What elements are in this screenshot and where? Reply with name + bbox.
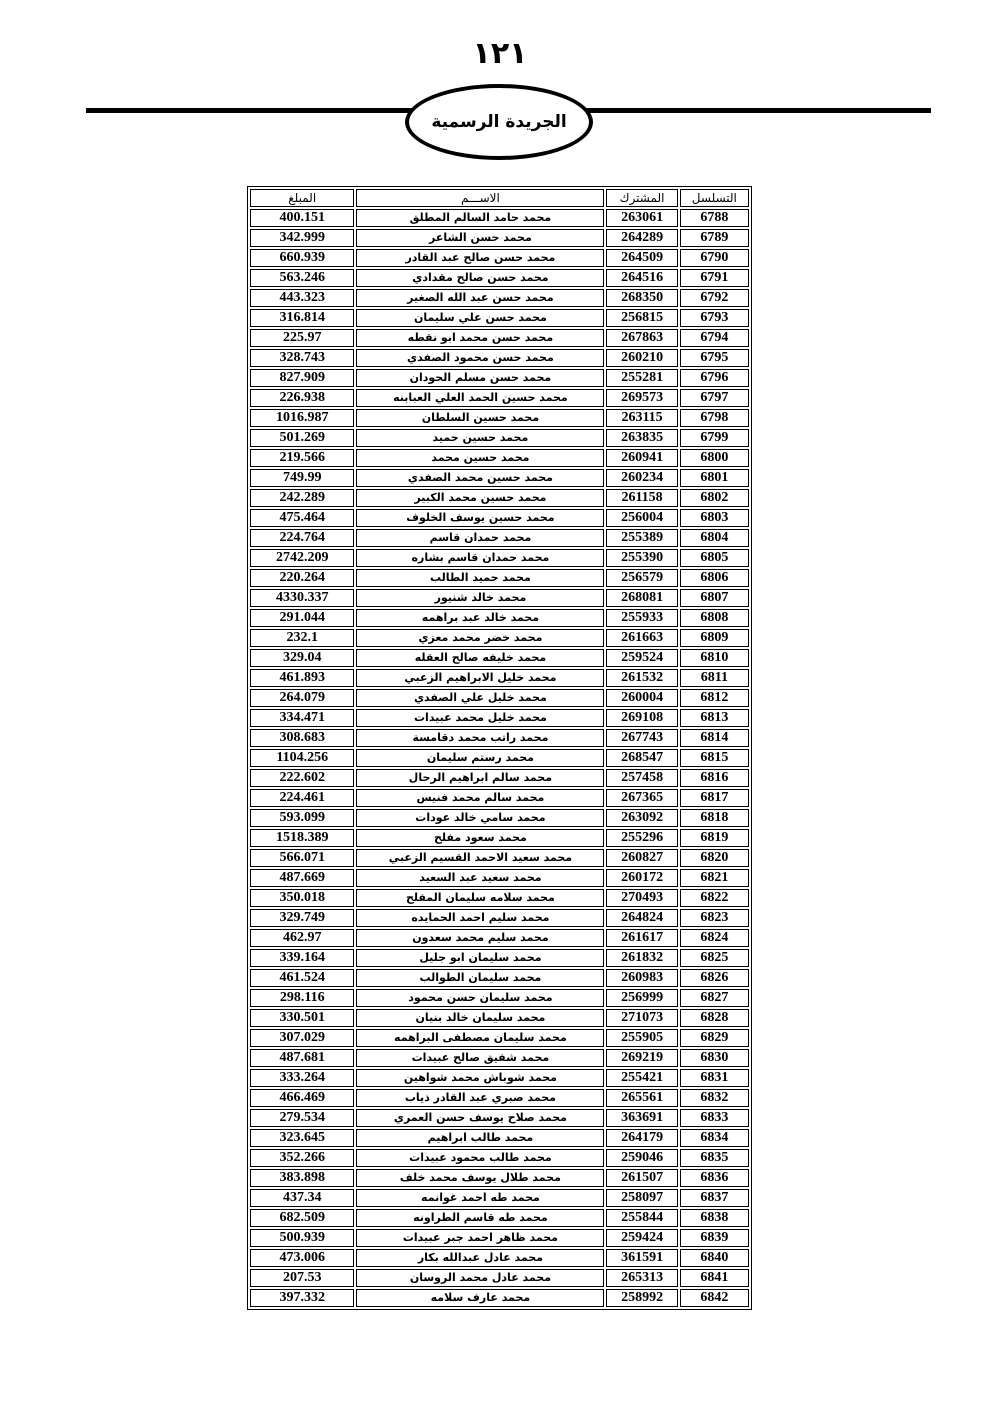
table-row (250, 849, 749, 867)
name-cell: محمد طالب محمود عبيدات (356, 1149, 604, 1167)
amount-cell: 383.898 (250, 1169, 354, 1187)
amount-cell: 291.044 (250, 609, 354, 627)
subscriber-cell: 265313 (606, 1269, 677, 1287)
amount-cell: 225.97 (250, 329, 354, 347)
name-cell: محمد راتب محمد دقامسة (356, 729, 604, 747)
subscriber-cell: 264516 (606, 269, 677, 287)
name-cell: محمد شوباش محمد شواهين (356, 1069, 604, 1087)
subscriber-cell: 261617 (606, 929, 677, 947)
name-cell: محمد رستم سليمان (356, 749, 604, 767)
serial-cell: 6819 (680, 829, 749, 847)
table-row (250, 489, 749, 507)
table-row (250, 409, 749, 427)
column-header-serial: التسلسل (680, 189, 749, 207)
subscriber-cell: 258097 (606, 1189, 677, 1207)
serial-cell: 6798 (680, 409, 749, 427)
name-cell: محمد سليم محمد سعدون (356, 929, 604, 947)
amount-cell: 2742.209 (250, 549, 354, 567)
table-row (250, 1249, 749, 1267)
name-cell: محمد حسن الشاعر (356, 229, 604, 247)
name-cell: محمد حمدان قاسم (356, 529, 604, 547)
subscriber-cell: 260172 (606, 869, 677, 887)
table-body (250, 209, 749, 1307)
amount-cell: 329.749 (250, 909, 354, 927)
name-cell: محمد طالب ابراهيم (356, 1129, 604, 1147)
serial-cell: 6813 (680, 709, 749, 727)
table-row (250, 1229, 749, 1247)
subscriber-cell: 255281 (606, 369, 677, 387)
name-cell: محمد صبري عبد القادر ذياب (356, 1089, 604, 1107)
subscriber-cell: 259424 (606, 1229, 677, 1247)
table-header-row (250, 189, 749, 207)
serial-cell: 6841 (680, 1269, 749, 1287)
amount-cell: 500.939 (250, 1229, 354, 1247)
subscriber-cell: 255296 (606, 829, 677, 847)
table-row (250, 889, 749, 907)
serial-cell: 6801 (680, 469, 749, 487)
table-row (250, 429, 749, 447)
table-row (250, 629, 749, 647)
subscriber-cell: 271073 (606, 1009, 677, 1027)
amount-cell: 334.471 (250, 709, 354, 727)
table-row (250, 789, 749, 807)
amount-cell: 232.1 (250, 629, 354, 647)
name-cell: محمد شفيق صالح عبيدات (356, 1049, 604, 1067)
column-header-subscriber: المشترك (606, 189, 677, 207)
name-cell: محمد طه احمد غوانمه (356, 1189, 604, 1207)
amount-cell: 220.264 (250, 569, 354, 587)
amount-cell: 307.029 (250, 1029, 354, 1047)
serial-cell: 6796 (680, 369, 749, 387)
name-cell: محمد خليل علي الصفدي (356, 689, 604, 707)
amount-cell: 462.97 (250, 929, 354, 947)
table-row (250, 1289, 749, 1307)
serial-cell: 6790 (680, 249, 749, 267)
table-row (250, 1169, 749, 1187)
subscribers-table-container (247, 186, 752, 1310)
amount-cell: 298.116 (250, 989, 354, 1007)
serial-cell: 6814 (680, 729, 749, 747)
name-cell: محمد سليمان حسن محمود (356, 989, 604, 1007)
table-row (250, 829, 749, 847)
serial-cell: 6815 (680, 749, 749, 767)
name-cell: محمد حسين يوسف الخلوف (356, 509, 604, 527)
amount-cell: 501.269 (250, 429, 354, 447)
serial-cell: 6825 (680, 949, 749, 967)
serial-cell: 6830 (680, 1049, 749, 1067)
serial-cell: 6791 (680, 269, 749, 287)
table-row (250, 229, 749, 247)
table-row (250, 589, 749, 607)
serial-cell: 6806 (680, 569, 749, 587)
serial-cell: 6826 (680, 969, 749, 987)
subscriber-cell: 255933 (606, 609, 677, 627)
table-row (250, 869, 749, 887)
name-cell: محمد سعود مفلح (356, 829, 604, 847)
subscriber-cell: 264824 (606, 909, 677, 927)
name-cell: محمد حسين الحمد العلي العبابنه (356, 389, 604, 407)
subscriber-cell: 261507 (606, 1169, 677, 1187)
name-cell: محمد سعيد عبد السعيد (356, 869, 604, 887)
table-row (250, 549, 749, 567)
table-row (250, 1009, 749, 1027)
name-cell: محمد سالم محمد فنيس (356, 789, 604, 807)
serial-cell: 6804 (680, 529, 749, 547)
name-cell: محمد حسن علي سليمان (356, 309, 604, 327)
amount-cell: 593.099 (250, 809, 354, 827)
amount-cell: 461.893 (250, 669, 354, 687)
serial-cell: 6824 (680, 929, 749, 947)
name-cell: محمد حميد الطالب (356, 569, 604, 587)
table-row (250, 989, 749, 1007)
name-cell: محمد حسن عبد الله الصغير (356, 289, 604, 307)
serial-cell: 6821 (680, 869, 749, 887)
name-cell: محمد حسن صالح مقدادي (356, 269, 604, 287)
name-cell: محمد حسن محمد ابو نقطه (356, 329, 604, 347)
subscriber-cell: 270493 (606, 889, 677, 907)
amount-cell: 339.164 (250, 949, 354, 967)
column-header-amount: المبلغ (250, 189, 354, 207)
amount-cell: 333.264 (250, 1069, 354, 1087)
amount-cell: 264.079 (250, 689, 354, 707)
subscriber-cell: 361591 (606, 1249, 677, 1267)
serial-cell: 6792 (680, 289, 749, 307)
serial-cell: 6839 (680, 1229, 749, 1247)
amount-cell: 437.34 (250, 1189, 354, 1207)
serial-cell: 6838 (680, 1209, 749, 1227)
name-cell: محمد حسين محمد الكبير (356, 489, 604, 507)
name-cell: محمد سليمان الطوالب (356, 969, 604, 987)
serial-cell: 6808 (680, 609, 749, 627)
serial-cell: 6789 (680, 229, 749, 247)
subscriber-cell: 268081 (606, 589, 677, 607)
serial-cell: 6807 (680, 589, 749, 607)
table-row (250, 669, 749, 687)
name-cell: محمد عارف سلامه (356, 1289, 604, 1307)
subscriber-cell: 265561 (606, 1089, 677, 1107)
serial-cell: 6837 (680, 1189, 749, 1207)
serial-cell: 6810 (680, 649, 749, 667)
table-row (250, 949, 749, 967)
table-row (250, 749, 749, 767)
name-cell: محمد حسن محمود الصفدي (356, 349, 604, 367)
subscriber-cell: 256579 (606, 569, 677, 587)
name-cell: محمد حسين السلطان (356, 409, 604, 427)
amount-cell: 566.071 (250, 849, 354, 867)
subscriber-cell: 255905 (606, 1029, 677, 1047)
serial-cell: 6836 (680, 1169, 749, 1187)
serial-cell: 6799 (680, 429, 749, 447)
subscriber-cell: 259046 (606, 1149, 677, 1167)
name-cell: محمد سلامه سليمان المفلح (356, 889, 604, 907)
subscriber-cell: 261158 (606, 489, 677, 507)
table-row (250, 909, 749, 927)
table-row (250, 209, 749, 227)
table-row (250, 969, 749, 987)
table-row (250, 1149, 749, 1167)
amount-cell: 487.669 (250, 869, 354, 887)
table-row (250, 1069, 749, 1087)
serial-cell: 6817 (680, 789, 749, 807)
amount-cell: 224.764 (250, 529, 354, 547)
subscriber-cell: 255389 (606, 529, 677, 547)
table-row (250, 309, 749, 327)
serial-cell: 6809 (680, 629, 749, 647)
amount-cell: 400.151 (250, 209, 354, 227)
subscriber-cell: 263835 (606, 429, 677, 447)
name-cell: محمد خليفه صالح العقله (356, 649, 604, 667)
subscriber-cell: 269573 (606, 389, 677, 407)
amount-cell: 342.999 (250, 229, 354, 247)
amount-cell: 1104.256 (250, 749, 354, 767)
subscriber-cell: 363691 (606, 1109, 677, 1127)
serial-cell: 6834 (680, 1129, 749, 1147)
serial-cell: 6805 (680, 549, 749, 567)
amount-cell: 308.683 (250, 729, 354, 747)
amount-cell: 749.99 (250, 469, 354, 487)
subscriber-cell: 269108 (606, 709, 677, 727)
subscriber-cell: 255390 (606, 549, 677, 567)
table-row (250, 349, 749, 367)
table-row (250, 769, 749, 787)
amount-cell: 350.018 (250, 889, 354, 907)
subscriber-cell: 268547 (606, 749, 677, 767)
serial-cell: 6793 (680, 309, 749, 327)
table-row (250, 1129, 749, 1147)
subscriber-cell: 268350 (606, 289, 677, 307)
table-row (250, 709, 749, 727)
serial-cell: 6833 (680, 1109, 749, 1127)
serial-cell: 6788 (680, 209, 749, 227)
name-cell: محمد خليل الابراهيم الزعبي (356, 669, 604, 687)
amount-cell: 224.461 (250, 789, 354, 807)
subscriber-cell: 258992 (606, 1289, 677, 1307)
subscriber-cell: 261663 (606, 629, 677, 647)
table-row (250, 509, 749, 527)
gazette-title: الجريدة الرسمية (431, 112, 567, 132)
table-row (250, 1209, 749, 1227)
subscriber-cell: 263061 (606, 209, 677, 227)
subscriber-cell: 255421 (606, 1069, 677, 1087)
subscriber-cell: 261832 (606, 949, 677, 967)
serial-cell: 6840 (680, 1249, 749, 1267)
subscriber-cell: 269219 (606, 1049, 677, 1067)
name-cell: محمد سليمان خالد بنيان (356, 1009, 604, 1027)
table-row (250, 269, 749, 287)
subscriber-cell: 260827 (606, 849, 677, 867)
name-cell: محمد خالد شنيور (356, 589, 604, 607)
subscriber-cell: 260210 (606, 349, 677, 367)
name-cell: محمد طه قاسم الطراونه (356, 1209, 604, 1227)
table-row (250, 289, 749, 307)
serial-cell: 6797 (680, 389, 749, 407)
subscriber-cell: 260004 (606, 689, 677, 707)
name-cell: محمد خضر محمد معزي (356, 629, 604, 647)
amount-cell: 563.246 (250, 269, 354, 287)
table-row (250, 369, 749, 387)
name-cell: محمد حسن مسلم الحودان (356, 369, 604, 387)
serial-cell: 6823 (680, 909, 749, 927)
name-cell: محمد سالم ابراهيم الرحال (356, 769, 604, 787)
table-row (250, 329, 749, 347)
page-number: ١٢١ (472, 36, 528, 71)
name-cell: محمد سامي خالد عودات (356, 809, 604, 827)
name-cell: محمد صلاح يوسف حسن العمري (356, 1109, 604, 1127)
table-row (250, 809, 749, 827)
name-cell: محمد حامد السالم المطلق (356, 209, 604, 227)
table-row (250, 449, 749, 467)
table-row (250, 1049, 749, 1067)
amount-cell: 279.534 (250, 1109, 354, 1127)
table-row (250, 649, 749, 667)
subscriber-cell: 267365 (606, 789, 677, 807)
name-cell: محمد حسين محمد الصفدي (356, 469, 604, 487)
subscriber-cell: 264179 (606, 1129, 677, 1147)
subscriber-cell: 263092 (606, 809, 677, 827)
name-cell: محمد سليمان ابو جليل (356, 949, 604, 967)
amount-cell: 827.909 (250, 369, 354, 387)
table-row (250, 569, 749, 587)
serial-cell: 6835 (680, 1149, 749, 1167)
name-cell: محمد حسين حميد (356, 429, 604, 447)
subscriber-cell: 256004 (606, 509, 677, 527)
subscriber-cell: 267863 (606, 329, 677, 347)
table-row (250, 469, 749, 487)
column-header-name: الاســـم (356, 189, 604, 207)
serial-cell: 6829 (680, 1029, 749, 1047)
subscriber-cell: 260941 (606, 449, 677, 467)
name-cell: محمد خالد عبد براهمه (356, 609, 604, 627)
serial-cell: 6800 (680, 449, 749, 467)
subscriber-cell: 256999 (606, 989, 677, 1007)
amount-cell: 330.501 (250, 1009, 354, 1027)
serial-cell: 6822 (680, 889, 749, 907)
name-cell: محمد حسين محمد (356, 449, 604, 467)
amount-cell: 487.681 (250, 1049, 354, 1067)
serial-cell: 6832 (680, 1089, 749, 1107)
name-cell: محمد عادل محمد الروسان (356, 1269, 604, 1287)
subscriber-cell: 255844 (606, 1209, 677, 1227)
amount-cell: 660.939 (250, 249, 354, 267)
serial-cell: 6827 (680, 989, 749, 1007)
amount-cell: 226.938 (250, 389, 354, 407)
serial-cell: 6803 (680, 509, 749, 527)
serial-cell: 6842 (680, 1289, 749, 1307)
serial-cell: 6818 (680, 809, 749, 827)
subscriber-cell: 260983 (606, 969, 677, 987)
subscriber-cell: 261532 (606, 669, 677, 687)
serial-cell: 6812 (680, 689, 749, 707)
subscribers-table (247, 186, 752, 1310)
name-cell: محمد حسن صالح عبد القادر (356, 249, 604, 267)
table-row (250, 529, 749, 547)
serial-cell: 6820 (680, 849, 749, 867)
table-row (250, 1269, 749, 1287)
table-row (250, 609, 749, 627)
name-cell: محمد عادل عبدالله بكار (356, 1249, 604, 1267)
serial-cell: 6811 (680, 669, 749, 687)
name-cell: محمد خليل محمد عبيدات (356, 709, 604, 727)
name-cell: محمد ظاهر احمد جبر عبيدات (356, 1229, 604, 1247)
subscriber-cell: 256815 (606, 309, 677, 327)
subscriber-cell: 264509 (606, 249, 677, 267)
subscriber-cell: 263115 (606, 409, 677, 427)
amount-cell: 475.464 (250, 509, 354, 527)
amount-cell: 242.289 (250, 489, 354, 507)
amount-cell: 1518.389 (250, 829, 354, 847)
amount-cell: 466.469 (250, 1089, 354, 1107)
name-cell: محمد سعيد الاحمد القسيم الزعبي (356, 849, 604, 867)
name-cell: محمد حمدان قاسم بشاره (356, 549, 604, 567)
subscriber-cell: 264289 (606, 229, 677, 247)
amount-cell: 461.524 (250, 969, 354, 987)
table-row (250, 1189, 749, 1207)
serial-cell: 6794 (680, 329, 749, 347)
amount-cell: 352.266 (250, 1149, 354, 1167)
amount-cell: 316.814 (250, 309, 354, 327)
subscriber-cell: 259524 (606, 649, 677, 667)
table-row (250, 1089, 749, 1107)
serial-cell: 6795 (680, 349, 749, 367)
subscriber-cell: 260234 (606, 469, 677, 487)
amount-cell: 222.602 (250, 769, 354, 787)
amount-cell: 323.645 (250, 1129, 354, 1147)
amount-cell: 207.53 (250, 1269, 354, 1287)
table-row (250, 689, 749, 707)
table-row (250, 729, 749, 747)
table-row (250, 1109, 749, 1127)
amount-cell: 219.566 (250, 449, 354, 467)
amount-cell: 443.323 (250, 289, 354, 307)
name-cell: محمد سليم احمد الحمايده (356, 909, 604, 927)
gazette-title-oval (405, 84, 593, 160)
subscriber-cell: 267743 (606, 729, 677, 747)
table-row (250, 249, 749, 267)
amount-cell: 682.509 (250, 1209, 354, 1227)
serial-cell: 6816 (680, 769, 749, 787)
table-row (250, 929, 749, 947)
table-row (250, 1029, 749, 1047)
amount-cell: 1016.987 (250, 409, 354, 427)
serial-cell: 6802 (680, 489, 749, 507)
amount-cell: 329.04 (250, 649, 354, 667)
amount-cell: 397.332 (250, 1289, 354, 1307)
name-cell: محمد سليمان مصطفى البراهمه (356, 1029, 604, 1047)
name-cell: محمد طلال يوسف محمد خلف (356, 1169, 604, 1187)
amount-cell: 328.743 (250, 349, 354, 367)
amount-cell: 473.006 (250, 1249, 354, 1267)
serial-cell: 6828 (680, 1009, 749, 1027)
subscriber-cell: 257458 (606, 769, 677, 787)
serial-cell: 6831 (680, 1069, 749, 1087)
table-row (250, 389, 749, 407)
amount-cell: 4330.337 (250, 589, 354, 607)
